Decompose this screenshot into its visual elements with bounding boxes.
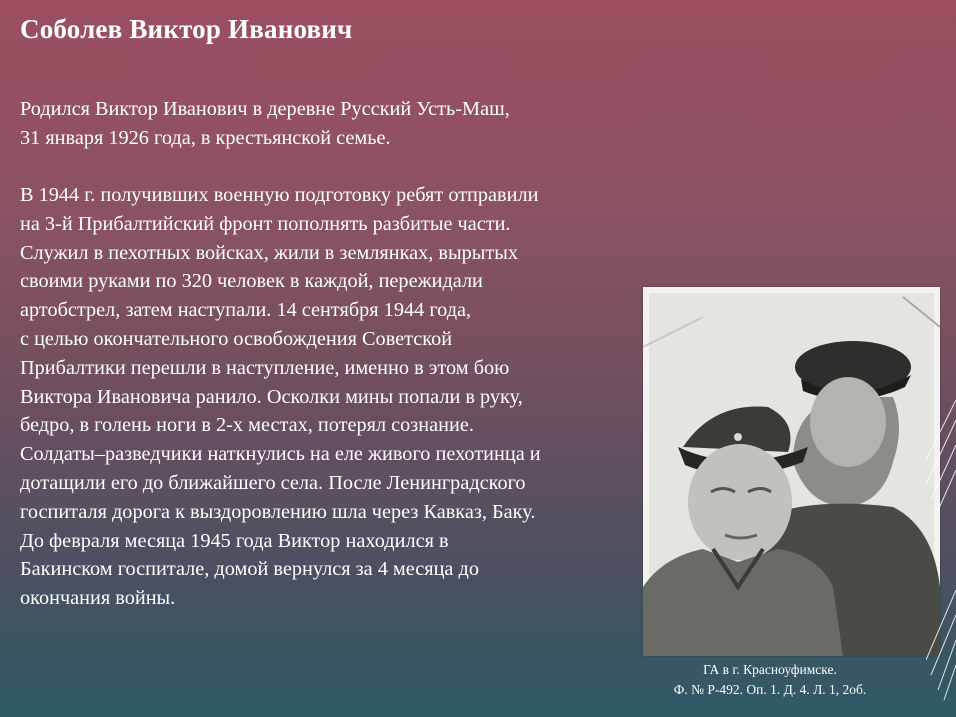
- caption-archive-reference: Ф. № Р-492. Оп. 1. Д. 4. Л. 1, 2об.: [673, 682, 867, 697]
- photo-illustration: [643, 287, 940, 656]
- archival-photo-two-soldiers: [643, 287, 940, 656]
- decorative-lines: [926, 400, 956, 717]
- caption-archive-location: ГА в г. Красноуфимске.: [703, 662, 837, 677]
- archive-caption: [650, 660, 890, 700]
- biography-paragraph-birth: Родился Виктор Иванович в деревне Русский Усть-Маш, 31 января 1926 года, в крестьянской семье.: [20, 98, 510, 149]
- biography-paragraph-service: В 1944 г. получивших военную подготовку ребят отправили на 3-й Прибалтийский фронт пополнять разбитые части. Служил в пехотных войсках, жили в землянках, вырытых своими руками по 320 человек в каждой, пережидали артобстрел, затем наступали. 14 сентября 1944 года, с целью окончательного освобождения Советской Прибалтики перешли в наступление, именно в этом бою Виктора Ивановича ранило. Осколки мины попали в руку, бедро, в голень ноги в 2-х местах, потерял сознание. Солдаты–разведчики наткнулись на еле живого пехотинца и дотащили его до ближайшего села. После Ленинградского госпиталя дорога к выздоровлению шла через Кавказ, Баку. До февраля месяца 1945 года Виктор находился в Бакинском госпитале, домой вернулся за 4 месяца до окончания войны.: [20, 184, 541, 610]
- slide-title: Соболев Виктор Иванович: [20, 14, 353, 44]
